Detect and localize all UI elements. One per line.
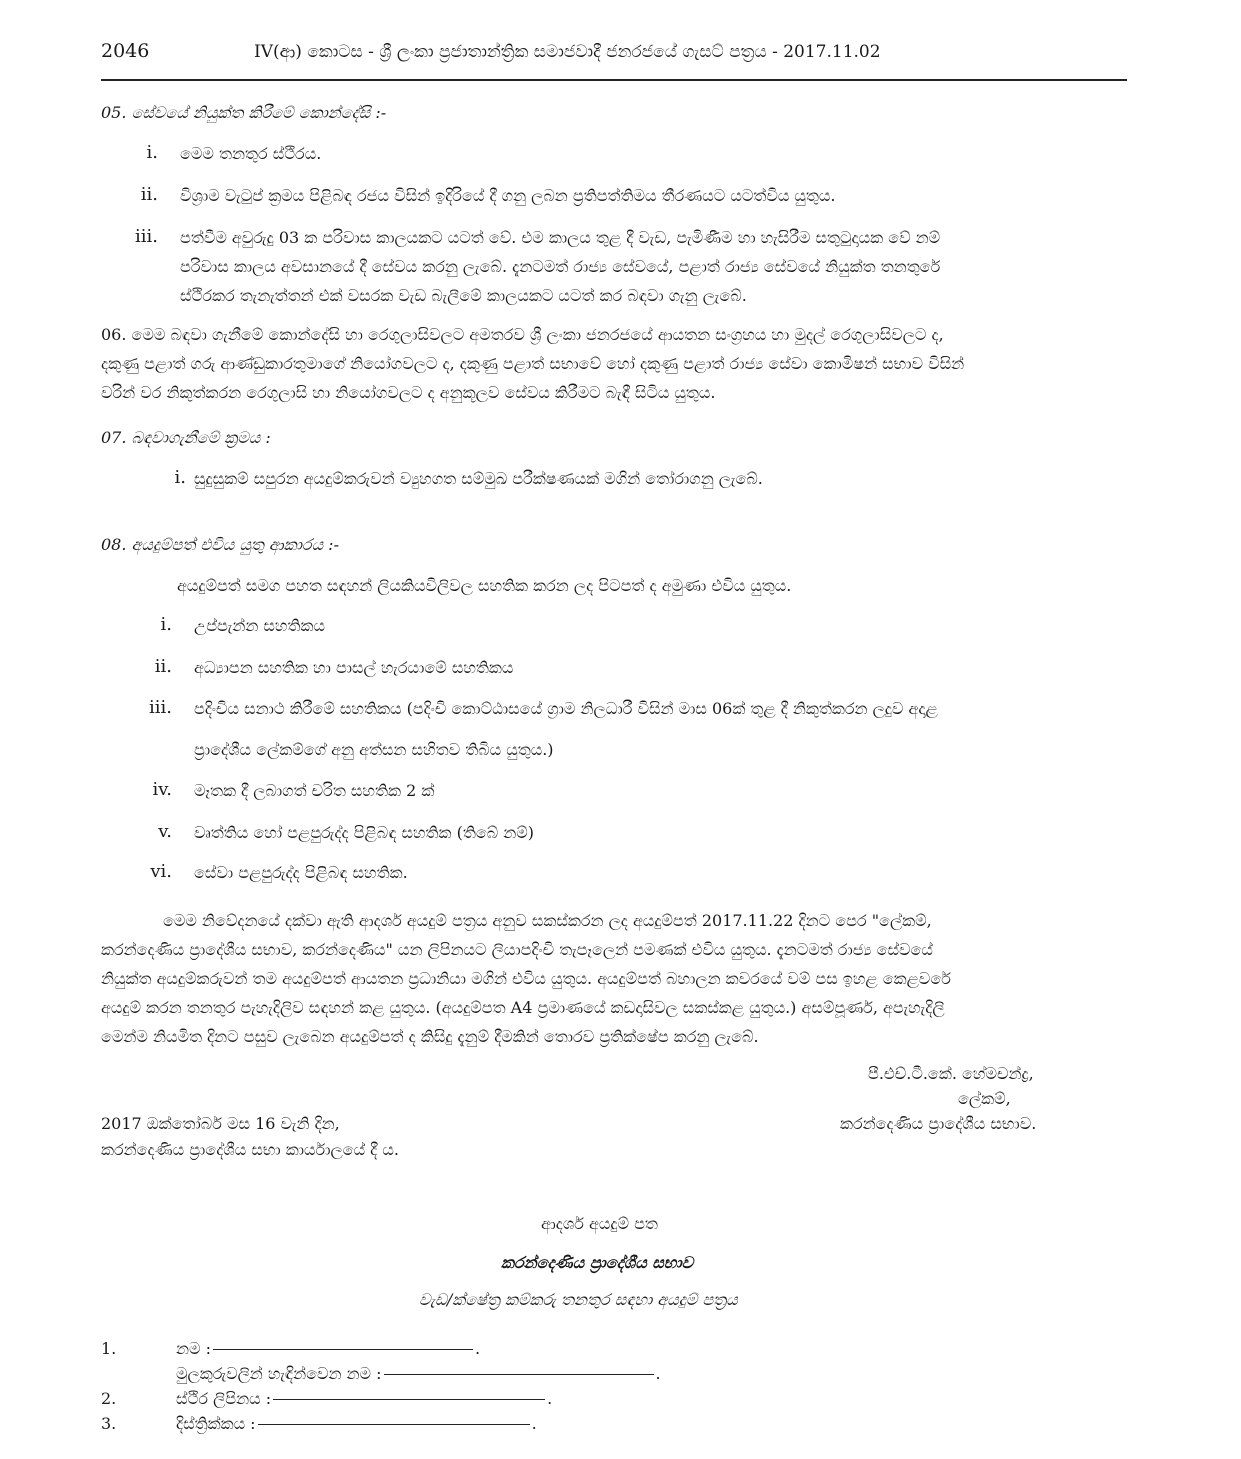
s08-item-text: මෑතක දී ලබාගත් චරිත සහතික 2 ක් xyxy=(194,781,435,800)
form-subtitle: වැඩ/ක්ෂේත්‍ර කම්කරු තනතුර සඳහා අයදුම් පත්‍රය xyxy=(419,1290,738,1309)
s08-item-text: උප්පැන්න සහතිකය xyxy=(194,616,325,635)
s08-item-num: v. xyxy=(158,821,172,842)
s05-item-num: iii. xyxy=(135,226,158,247)
s08-item-text: වෘත්තිය හෝ පළපුරුද්ද පිළිබඳ සහතික (තිබේ නම්) xyxy=(194,823,535,842)
s08-item-text: අධ්‍යාපන සහතික හා පාසල් හැරයාමේ සහතිකය xyxy=(194,658,514,677)
s08-item-num: vi. xyxy=(150,861,172,882)
form-field-address: ස්ථිර ලිපිනය : . xyxy=(176,1389,553,1408)
s08-item-num: ii. xyxy=(154,656,172,677)
section-08-heading: 08. අයදුම්පත් එවිය යුතු ආකාරය :- xyxy=(101,535,339,554)
district-blank-line[interactable] xyxy=(258,1424,530,1425)
s05-item-iii-text: පත්වීම අවුරුදු 03 ක පරිවාස කාලයකට යටත් වේ. එම කාලය තුළ දී වැඩ, පැමිණීම හා හැසිරීම සතුටුදායක වේ නම් පරිවාස කාලය අවසානයේ දී සේවය කරනු ලැබේ. දැනටමත් රාජ්‍ය සේවයේ, පළාත් රාජ්‍ය සේවයේ නියුක්ත තනතුරේ ස්ථිරකර තැනැත්තන් එක් වසරක වැඩ බැලීමේ කාලයකට යටත් කර බඳවා ගැනු ලැබේ. xyxy=(180,228,941,305)
form-org: කරන්දෙණිය ප්‍රාදේශීය සභාව xyxy=(501,1253,694,1272)
s05-item-num: ii. xyxy=(140,184,158,205)
form-field-name: නම : . xyxy=(176,1339,481,1358)
notice-paragraph: මෙම නිවේදනයේ දක්වා ඇති ආදර්ශ අයදුම් පත්‍රය අනුව සකස්කරන ලද අයදුම්පත් 2017.11.22 දිනට පෙර "ලේකම්, කරන්දෙණිය ප්‍රාදේශීය සභාව, කරන්දෙණිය" යන ලිපිනයට ලියාපදිංචි තැපෑලෙන් පමණක් එවිය යුතුය. දැනටමත් රාජ්‍ය සේවයේ නියුක්ත අයදුම්කරුවන් තම අයදුම්පත් ආයතන ප්‍රධානියා මගින් එවිය යුතුය. අයදුම්පත් බහාලන කවරයේ වම් පස ඉහළ කෙළවරේ අයදුම් කරන තනතුර පැහැදිලිව සඳහන් කළ යුතුය. (අයදුම්පත A4 ප්‍රමාණයේ කඩදාසිවල සකස්කළ යුතුය.) අසම්පූර්ණ, අපැහැදිලි මෙන්ම නියමිත දිනට පසුව ලැබෙන අයදුම්පත් ද කිසිදු දැනුම් දීමකින් තොරව ප්‍රතික්ෂේප කරනු ලැබේ. xyxy=(101,911,951,1046)
form-field-num: 1. xyxy=(101,1339,117,1358)
name-blank-line[interactable] xyxy=(213,1349,473,1350)
signatory-name: පී.එච්.ටී.කේ. හේමචන්ද්‍ර, xyxy=(868,1064,1034,1083)
initials-name-blank-line[interactable] xyxy=(384,1374,654,1375)
s05-item-text: මෙම තනතුර ස්ථිරය. xyxy=(180,144,322,163)
form-field-initials-name: මුලකුරුවලින් හැඳින්වෙන නම : . xyxy=(176,1364,661,1383)
signatory-role: ලේකම්, xyxy=(958,1089,1011,1108)
form-field-num: 2. xyxy=(101,1389,117,1408)
s08-item-num: iii. xyxy=(149,697,172,718)
header-divider xyxy=(101,79,1127,81)
s08-item-text: පදිංචිය සනාථ කිරීමේ සහතිකය (පදිංචි කොට්ඨාසයේ ග්‍රාම නිලධාරී විසින් මාස 06ක් තුළ දී නිකුත්කරන ලදුව අදාළ xyxy=(194,699,938,718)
s08-item-num: i. xyxy=(160,614,172,635)
s08-item-text: සේවා පළපුරුද්ද පිළිබඳ සහතික. xyxy=(194,863,408,882)
address-blank-line[interactable] xyxy=(273,1399,545,1400)
s08-item-text-cont: ප්‍රාදේශීය ලේකම්ගේ අනු අත්සන සහිතව තිබිය යුතුය.) xyxy=(194,740,554,759)
gazette-header-title: IV(ආ) කොටස - ශ්‍රී ලංකා ප්‍රජාතාන්ත්‍රික සමාජවාදී ජනරජයේ ගැසට් පත්‍රය - 2017.11.02 xyxy=(254,42,881,62)
signatory-org: කරන්දෙණිය ප්‍රාදේශීය සභාව. xyxy=(840,1114,1037,1133)
s08-intro: අයදුම්පත් සමග පහත සඳහන් ලියකියවිලිවල සහතික කරන ලද පිටපත් ද අමුණා එවිය යුතුය. xyxy=(177,576,792,595)
page-number: 2046 xyxy=(101,40,150,62)
form-title: ආදර්ශ අයදුම් පත xyxy=(541,1214,658,1233)
s05-item-num: i. xyxy=(146,142,158,163)
section-06-paragraph: 06. මෙම බඳවා ගැනීමේ කොන්දේසි හා රෙගුලාසිවලට අමතරව ශ්‍රී ලංකා ජනරජයේ ආයතන සංග්‍රහය හා මුදල් රෙගුලාසිවලට ද, දකුණු පළාත් ගරු ආණ්ඩුකාරතුමාගේ නියෝගවලට ද, දකුණු පළාත් සභාවේ හෝ දකුණු පළාත් රාජ්‍ය සේවා කොමිෂන් සභාව විසින් වරින් වර නිකුත්කරන රෙගුලාසි හා නියෝගවලට ද අනුකූලව සේවය කිරීමට බැඳී සිටිය යුතුය. xyxy=(101,325,965,402)
s08-item-num: iv. xyxy=(152,779,172,800)
section-07-heading: 07. බඳවාගැනීමේ ක්‍රමය : xyxy=(101,428,271,447)
s07-item-text: සුදුසුකම් සපුරන අයදුම්කරුවන් ව්‍යුහගත සම්මුඛ පරීක්ෂණයක් මගින් තෝරාගනු ලැබේ. xyxy=(194,469,763,488)
form-field-district: දිස්ත්‍රික්කය : . xyxy=(176,1414,537,1433)
s05-item-text: විශ්‍රාම වැටුප් ක්‍රමය පිළිබඳ රජය විසින් ඉදිරියේ දී ගනු ලබන ප්‍රතිපත්තිමය තීරණයට යටත්විය යුතුය. xyxy=(180,186,836,205)
issue-place: කරන්දෙණිය ප්‍රාදේශීය සභා කාර්යාලයේ දී ය. xyxy=(101,1140,399,1159)
form-field-num: 3. xyxy=(101,1414,117,1433)
issue-date: 2017 ඔක්තෝබර් මස 16 වැනි දින, xyxy=(101,1114,340,1133)
s07-item-num: i. xyxy=(174,467,186,488)
section-05-heading: 05. සේවයේ නියුක්ත කිරීමේ කොන්දේසි :- xyxy=(101,103,387,122)
